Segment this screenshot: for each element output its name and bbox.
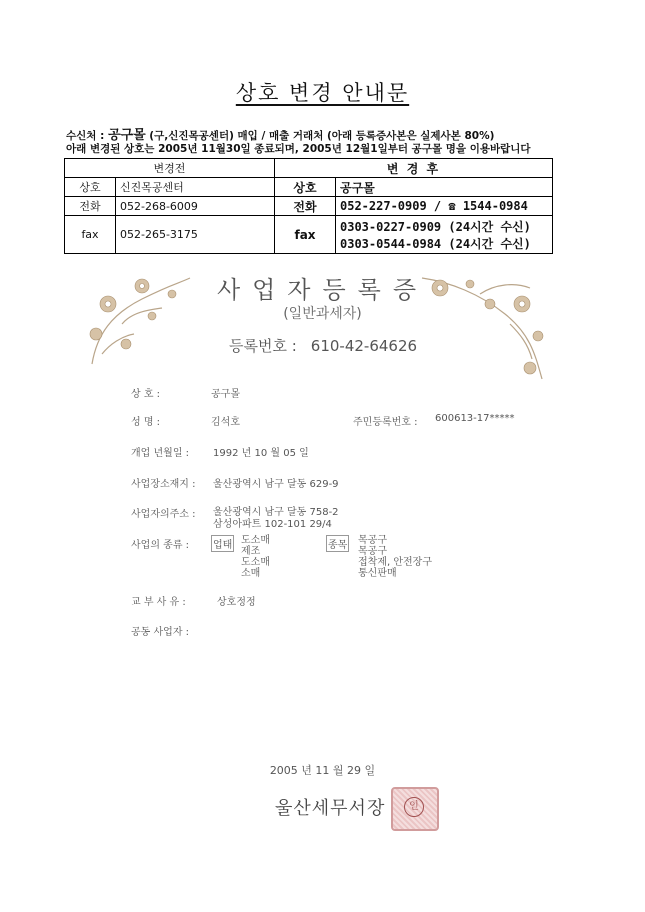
value-after [336,216,553,254]
list-item: 접착제, 안전장구 [358,557,432,568]
field-name-label: 상 호 : [131,389,161,400]
value-before: 052-265-3175 [116,216,275,254]
type-tag-business: 업태 [211,535,234,552]
table-header-row [65,159,553,178]
list-item: 통신판매 [358,568,397,579]
field-joint-label: 공동 사업자 : [131,627,190,638]
change-table [64,158,553,254]
seal-ring [404,797,424,817]
field-rep-label: 성 명 : [131,417,161,428]
field-home-value-2: 삼성아파트 102-101 29/4 [213,519,332,530]
fax-line-2: 0303-0544-0984 (24시간 수신) [340,236,531,251]
list-item: 목공구 [358,535,387,546]
header-after: 변 경 후 [275,159,553,178]
label-after: fax [275,216,336,254]
fax-line-1: 0303-0227-0909 (24시간 수신) [340,219,531,234]
recipient-detail: (구,신진목공센터) 매입 / 매출 거래처 (아래 등록증사본은 실제사본 80%) [149,130,495,142]
field-home-label: 사업자의주소 : [131,509,196,520]
label-after: 전화 [275,197,336,216]
value-after: 052-227-0909 / ☎ 1544-0984 [336,197,553,216]
type-column-2 [358,535,432,579]
field-reason-value: 상호정정 [217,597,256,608]
list-item: 도소매 [241,535,270,546]
table-row [65,197,553,216]
label-before: fax [65,216,116,254]
type-column-1 [241,535,270,579]
field-reason-label: 교 부 사 유 : [131,597,186,608]
table-row [65,178,553,197]
field-id-label: 주민등록번호 : [353,417,418,428]
value-after: 공구몰 [336,178,553,197]
reg-value: 610-42-64626 [310,337,418,355]
list-item: 도소매 [241,557,270,568]
field-name-value: 공구몰 [211,389,240,400]
field-open-label: 개업 년월일 : [131,448,190,459]
list-item: 제조 [241,546,261,557]
label-after: 상호 [275,178,336,197]
certificate-title: 사업자등록증 [216,276,429,304]
label-before: 상호 [65,178,116,197]
recipient-label: 수신처 : [66,130,108,142]
field-id-value: 600613-17***** [435,413,515,424]
field-rep-value: 김석호 [211,417,240,428]
list-item: 소매 [241,568,261,579]
field-open-value: 1992 년 10 월 05 일 [213,448,309,459]
reg-label: 등록번호 : [229,337,297,355]
recipient-name: 공구몰 [107,128,146,143]
label-before: 전화 [65,197,116,216]
seal-character: 인 [409,801,419,812]
value-before: 052-268-6009 [116,197,275,216]
header-before: 변경전 [65,159,275,178]
certificate-subtitle: (일반과세자) [283,306,362,322]
list-item: 목공구 [358,546,387,557]
change-notice: 아래 변경된 상호는 2005년 11월30일 종료되며, 2005년 12월1일부터 공구몰 명을 이용바랍니다 [66,143,531,155]
field-addr-value: 울산광역시 남구 달동 629-9 [213,479,339,490]
issuing-office: 울산세무서장 [275,798,386,819]
field-home-value-1: 울산광역시 남구 달동 758-2 [213,507,339,518]
registration-number [229,335,417,356]
type-tag-item: 종목 [326,535,349,552]
field-type-label: 사업의 종류 : [131,540,190,551]
notice-title: 상호 변경 안내문 [235,81,410,105]
table-row [65,216,553,254]
issue-date: 2005 년 11 월 29 일 [269,764,376,777]
field-addr-label: 사업장소재지 : [131,479,196,490]
value-before: 신진목공센터 [116,178,275,197]
